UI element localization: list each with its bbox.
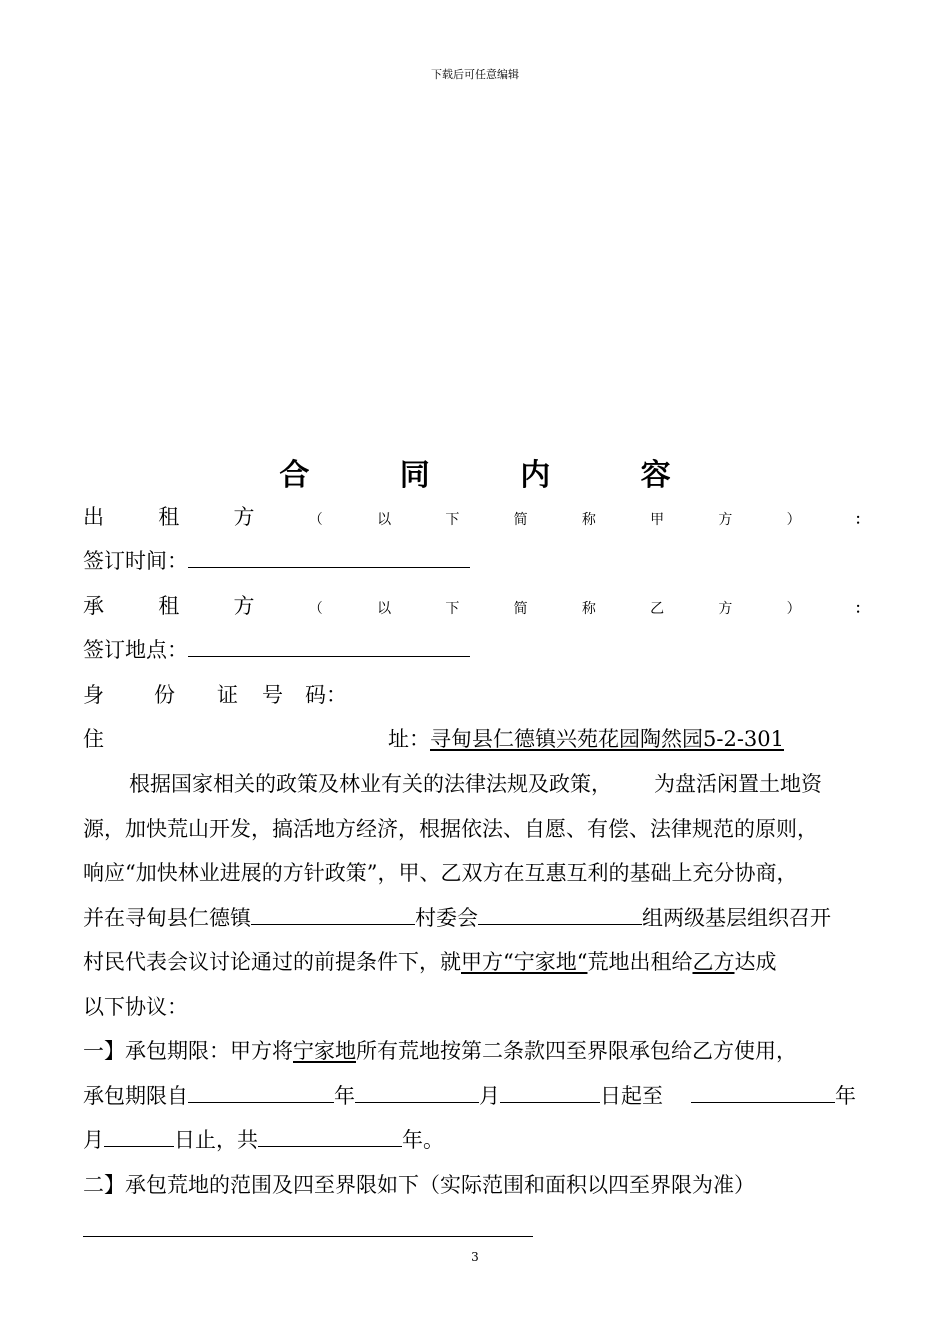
- start-year-blank[interactable]: [188, 1084, 334, 1103]
- sign-place-blank[interactable]: [188, 638, 470, 657]
- party-a-paren: 简: [513, 512, 528, 528]
- village-committee-blank[interactable]: [251, 906, 415, 925]
- clause-2-number: 二】: [83, 1173, 125, 1197]
- party-a-colon: ：: [854, 512, 869, 528]
- clause-text: 日止，共: [174, 1128, 258, 1152]
- party-b-underlined: 乙方: [692, 950, 735, 974]
- party-b-colon: ：: [854, 601, 869, 617]
- clause-text: 承包期限自: [83, 1084, 188, 1108]
- party-a-paren: 以: [377, 512, 392, 528]
- clause-place-underlined: 宁家地: [293, 1039, 356, 1063]
- party-a-paren: 下: [445, 512, 460, 528]
- start-month-blank[interactable]: [355, 1084, 479, 1103]
- party-a-paren: 称: [581, 512, 596, 528]
- clause-text: 年: [334, 1084, 355, 1108]
- para-text: 为盘活闲置土地资: [654, 772, 822, 796]
- clause-text: 日起至: [600, 1084, 663, 1108]
- para-text: 荒地出租给: [587, 950, 693, 974]
- para-text: 源，加快荒山开发，搞活地方经济，根据依法、自愿、有偿、法律规范的原则，: [83, 817, 818, 841]
- party-b-paren: 乙: [650, 601, 665, 617]
- sign-place-line: [83, 634, 903, 664]
- party-a-underlined: 甲方“宁家地“: [461, 950, 588, 974]
- end-month-blank[interactable]: [104, 1128, 174, 1147]
- id-char: 证: [217, 683, 238, 707]
- page-header: 下载后可任意编辑: [431, 68, 519, 81]
- para-line: [83, 946, 903, 976]
- party-b-line: [83, 590, 903, 620]
- party-b-paren: 下: [445, 601, 460, 617]
- party-b-paren: 以: [377, 601, 392, 617]
- clause-1-term-line: [83, 1080, 903, 1110]
- party-b-char: 承: [83, 594, 104, 618]
- sign-time-blank[interactable]: [188, 549, 470, 568]
- id-char: 码：: [305, 683, 347, 707]
- address-line: [83, 723, 903, 753]
- id-char: 份: [154, 683, 175, 707]
- address-label-end: 址：: [388, 727, 430, 751]
- para-line: [83, 768, 903, 798]
- total-years-blank[interactable]: [258, 1128, 402, 1147]
- clause-text: 月: [83, 1128, 104, 1152]
- party-a-char: 出: [83, 505, 104, 529]
- group-blank[interactable]: [478, 906, 642, 925]
- para-text: 并在寻甸县仁德镇: [83, 906, 251, 930]
- party-a-char: 租: [158, 505, 180, 529]
- clause-text: 承包期限：甲方将: [125, 1039, 293, 1063]
- clause-text: 所有荒地按第二条款四至界限承包给乙方使用，: [356, 1039, 797, 1063]
- clause-1-line: [83, 1035, 903, 1065]
- id-char: 身: [83, 683, 104, 707]
- para-text: 达成: [734, 950, 777, 974]
- party-a-char: 方: [233, 505, 255, 529]
- address-label-start: 住: [83, 727, 104, 751]
- clause-1-end-line: [83, 1124, 903, 1154]
- para-text: 村委会: [415, 906, 478, 930]
- party-b-paren: 方: [718, 601, 733, 617]
- party-a-paren: ）: [786, 512, 801, 528]
- party-b-paren: 称: [581, 601, 596, 617]
- para-line: [83, 813, 903, 843]
- clause-text: 承包荒地的范围及四至界限如下（实际范围和面积以四至界限为准）: [125, 1173, 755, 1197]
- party-b-paren: 简: [513, 601, 528, 617]
- party-b-char: 租: [158, 594, 180, 618]
- sign-time-line: [83, 545, 903, 575]
- party-a-paren: 甲: [650, 512, 665, 528]
- party-b-paren: （: [308, 601, 323, 617]
- para-text: 组两级基层组织召开: [642, 906, 831, 930]
- para-line: [83, 991, 903, 1021]
- address-value: 寻甸县仁德镇兴苑花园陶然园5-2-301: [430, 727, 784, 751]
- para-line: [83, 902, 903, 932]
- clause-text: 年。: [402, 1128, 444, 1152]
- end-year-blank[interactable]: [691, 1084, 835, 1103]
- party-a-paren: 方: [718, 512, 733, 528]
- para-text: 村民代表会议讨论通过的前提条件下，就: [83, 950, 461, 974]
- party-b-paren: ）: [786, 601, 801, 617]
- party-a-paren: （: [308, 512, 323, 528]
- start-day-blank[interactable]: [500, 1084, 600, 1103]
- sign-time-label: 签订时间：: [83, 549, 188, 573]
- clause-text: 月: [479, 1084, 500, 1108]
- clause-1-number: 一】: [83, 1039, 125, 1063]
- para-text: 响应“加快林业进展的方针政策”，甲、乙双方在互惠互利的基础上充分协商，: [83, 861, 798, 885]
- clause-2-line: [83, 1169, 903, 1199]
- sign-place-label: 签订地点：: [83, 638, 188, 662]
- clause-text: 年: [835, 1084, 856, 1108]
- id-number-line: [83, 679, 903, 709]
- party-a-line: [83, 501, 903, 531]
- party-b-char: 方: [233, 594, 255, 618]
- footnote-separator: [83, 1236, 533, 1237]
- para-text: 以下协议：: [83, 995, 188, 1019]
- para-text: 根据国家相关的政策及林业有关的法律法规及政策，: [129, 772, 612, 796]
- para-line: [83, 857, 903, 887]
- id-char: 号: [262, 683, 283, 707]
- document-title: 合 同 内 容: [279, 458, 711, 493]
- page-number: 3: [471, 1250, 479, 1264]
